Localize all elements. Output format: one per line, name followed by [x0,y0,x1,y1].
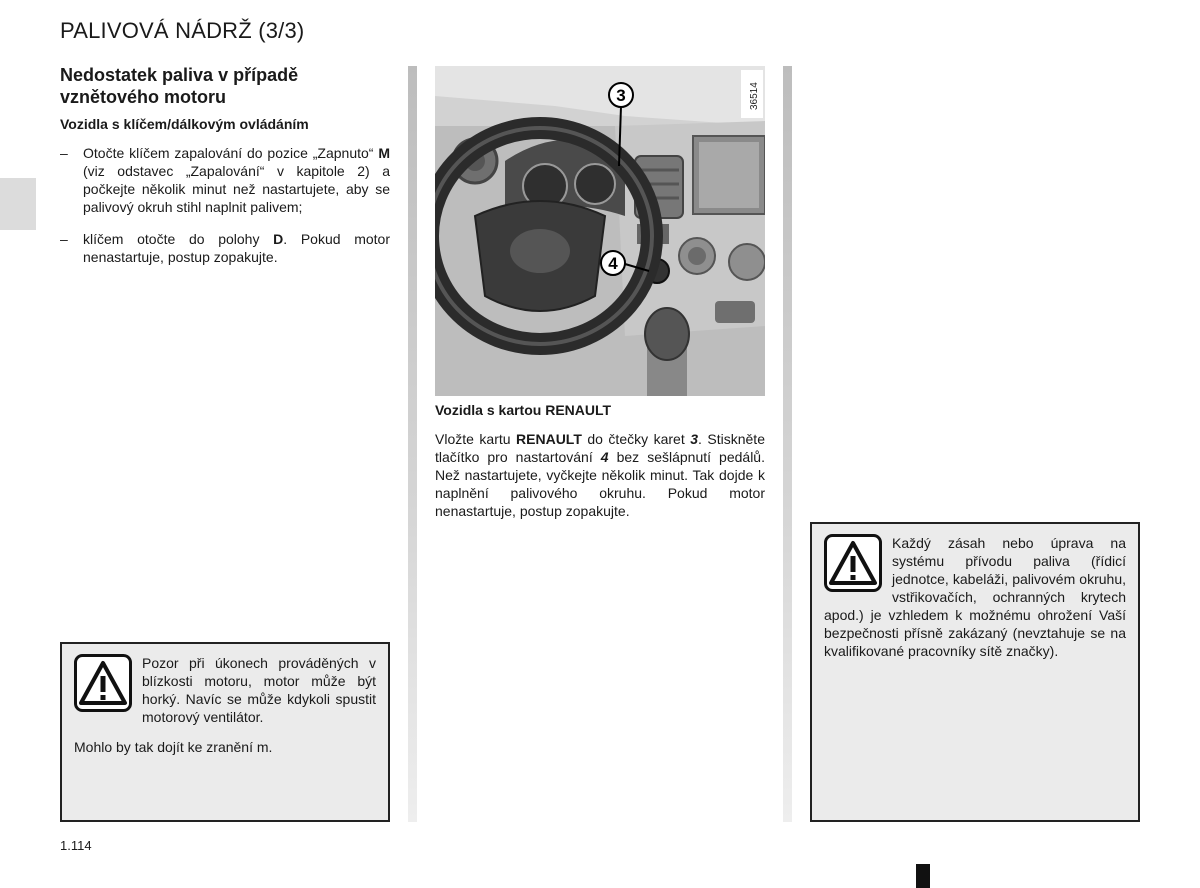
callout-3-label: 3 [616,86,626,105]
key-vehicles-subheading: Vozidla s klíčem/dálkovým ovládáním [60,116,309,132]
fuel-system-warning-text: Každý zásah nebo úprava na systému přívodu paliva (řídicí jednotce, kabeláži, palivovém okruhu, vstřikovačích, ochranných krytech apod.) je vzhledem k možnému ohrožení Vaší bezpečnosti přísně zakázaný (nevztahuje se na kvalifikované pracovníky sítě značky). [824,535,1126,659]
column-middle [435,402,765,520]
dashboard-illustration [435,66,765,396]
figure-ref-number: 36514 [749,82,760,110]
card-vehicles-subheading: Vozidla s kartou RENAULT [435,402,612,418]
page-title: PALIVOVÁ NÁDRŽ (3/3) [60,18,305,43]
list-item [60,230,390,266]
list-item-text: klíčem otočte do polohy D. Pokud motor nenastartuje, postup zopakujte. [83,231,390,265]
column-left [60,64,390,280]
list-dash: – [60,231,68,247]
chapter-tab [0,178,36,230]
section-heading-line1: Nedostatek paliva v případě [60,65,299,85]
card-instructions: Vložte kartu RENAULT do čtečky karet 3. Stiskněte tlačítko pro nastartování 4 bez sešlápnutí pedálů. Než nastartujete, vyčkejte několik minut. Tak dojde k naplnění palivového okruhu. Pokud motor nenastartuje, postup zopakujte. [435,431,765,519]
section-heading-line2: vznětového motoru [60,87,227,107]
column-separator [783,66,792,822]
list-item-text: Otočte klíčem zapalování do pozice „Zapnuto“ M (viz odstavec „Zapalování“ v kapitole 2) a počkejte několik minut než nastartujete, aby se palivový okruh stihl naplnit palivem; [83,145,390,215]
engine-warning-text-2: Mohlo by tak dojít ke zranění m. [74,739,273,755]
warning-triangle-icon [74,654,132,712]
list-dash: – [60,145,68,161]
dashboard-drawing [435,66,765,396]
list-item [60,144,390,216]
fuel-system-warning-box [810,522,1140,822]
engine-warning-box [60,642,390,822]
callout-4-label: 4 [608,254,618,273]
column-separator [408,66,417,822]
section-heading [60,64,390,108]
page-edge-marker [916,864,930,888]
engine-warning-text: Pozor při úkonech prováděných v blízkosti motoru, motor může být horký. Navíc se může kdykoli spustit motorový ventilátor. [142,655,376,725]
page-number: 1.114 [60,838,92,853]
warning-triangle-icon [824,534,882,592]
